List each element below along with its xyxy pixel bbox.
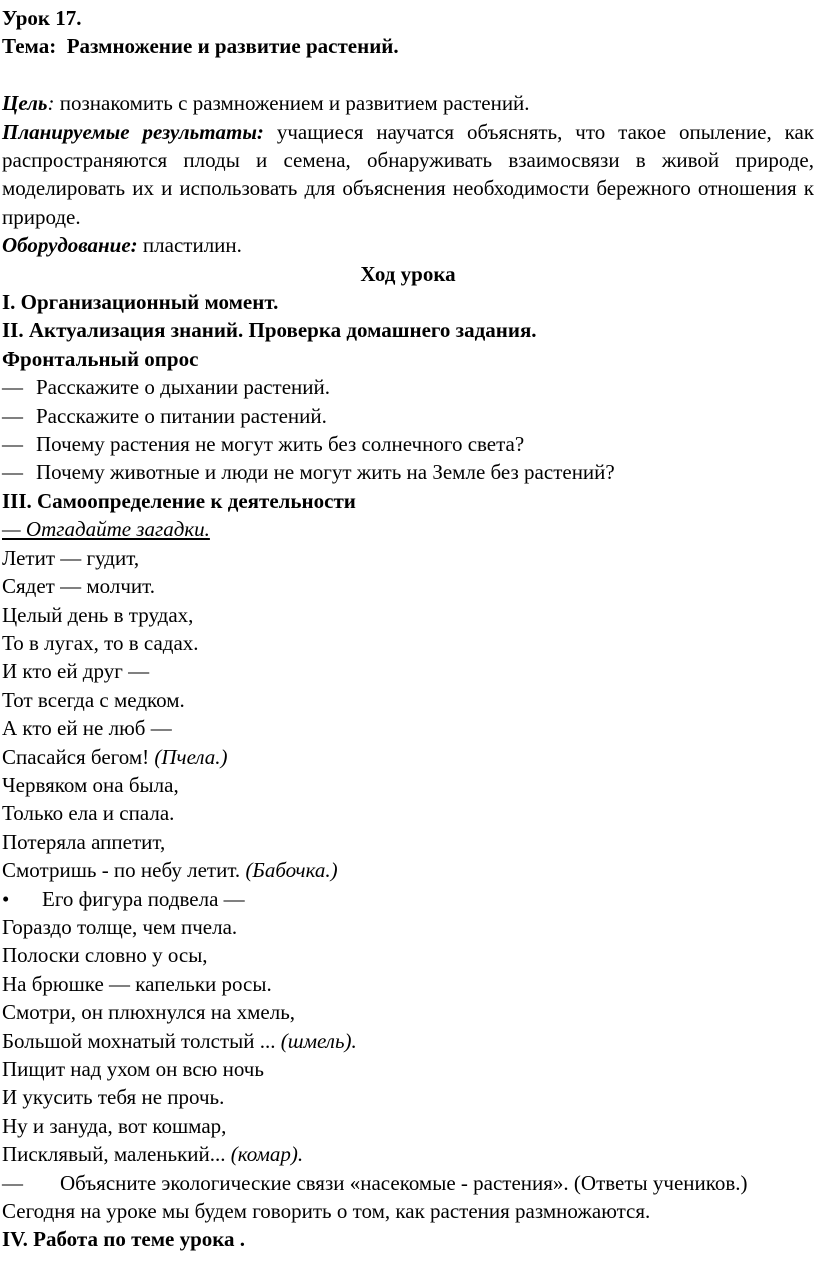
goal-label: Цель [2,91,48,116]
riddle-line: Червяком она была, [2,772,179,797]
document-page [2,4,814,1254]
riddle-line-answer [2,1140,814,1168]
riddle-line: Потеряла аппетит, [2,829,166,854]
goal-line [2,89,814,117]
question-text: Расскажите о питании растений. [36,403,327,428]
riddle-line: Сядет — молчит. [2,574,155,599]
dash-mark: — [2,375,23,400]
riddle-line: Тот всегда с медком. [2,687,185,712]
riddle-line: Целый день в трудах, [2,602,194,627]
riddles-intro: — Отгадайте загадки. [2,517,210,542]
results-text: учащиеся научатся объяснять, что такое опыление, как распространяются плоды и семена, обнаруживать взаимосвязи в живой природе, моделировать их и использовать для объяснения необходимости бережного отношения к природе. [2,119,815,229]
riddle-line-answer [2,856,814,884]
topic-label: Тема: [2,34,57,59]
section-actualization: II. Актуализация знаний. Проверка домашнего задания. [2,318,537,343]
riddle-line: Смотри, он плюхнулся на хмель, [2,1000,296,1025]
riddle-answer: (Бабочка.) [245,858,338,883]
riddle-line-answer [2,743,814,771]
riddle-line: Полоски словно у осы, [2,943,208,968]
riddle-line: То в лугах, то в садах. [2,630,199,655]
section-lesson-work: IV. Работа по теме урока . [2,1227,246,1252]
riddle-text: Большой мохнатый толстый ... [2,1028,281,1053]
riddle-text: Спасайся бегом! [2,744,155,769]
riddle-answer: (комар). [230,1142,304,1167]
riddle-line-answer [2,1027,814,1055]
dash-mark: — [2,1170,23,1195]
question-item [2,373,814,401]
riddle-line: Гораздо толще, чем пчела. [2,914,238,939]
riddle-bullet-line [2,885,814,913]
riddle-answer: (Пчела.) [154,744,228,769]
riddle-text: Его фигура подвела — [42,886,245,911]
section-organizational: I. Организационный момент. [2,290,279,315]
course-title: Ход урока [360,261,456,286]
dash-mark: — [2,432,23,457]
bullet-mark: • [2,886,10,911]
riddle-line: Пищит над ухом он всю ночь [2,1057,264,1082]
ecological-links-task [2,1169,814,1197]
riddle-answer: (шмель). [280,1028,357,1053]
goal-colon: : [47,91,55,116]
topic-text: Размножение и развитие растений. [66,34,399,59]
today-statement: Сегодня на уроке мы будем говорить о том, как растения размножаются. [2,1199,651,1224]
dash-mark: — [2,403,23,428]
lesson-topic [2,32,814,60]
riddle-line: И укусить тебя не прочь. [2,1085,225,1110]
question-text: Почему животные и люди не могут жить на Земле без растений? [36,460,615,485]
lesson-number: Урок 17. [2,6,82,30]
question-text: Расскажите о дыхании растений. [36,375,330,400]
riddles-intro-line [2,515,814,543]
planned-results [2,118,814,232]
question-item [2,430,814,458]
frontal-survey-title: Фронтальный опрос [2,346,199,371]
riddle-line: На брюшке — капельки росы. [2,971,272,996]
blank-line [2,61,814,89]
results-label: Планируемые результаты: [2,119,264,144]
eco-text: Объясните экологические связи «насекомые - растения». (Ответы учеников.) [60,1170,748,1195]
riddle-line: И кто ей друг — [2,659,150,684]
equipment-label: Оборудование: [2,233,138,258]
question-item [2,402,814,430]
riddle-line: Только ела и спала. [2,801,175,826]
riddle-line: Ну и зануда, вот кошмар, [2,1113,227,1138]
dash-mark: — [2,460,23,485]
riddle-text: Писклявый, маленький... [2,1142,231,1167]
equipment-line [2,231,814,259]
section-self-determination: III. Самоопределение к деятельности [2,488,356,513]
equipment-text: пластилин. [137,233,242,258]
question-text: Почему растения не могут жить без солнечного света? [36,432,525,457]
goal-text: познакомить с размножением и развитием растений. [54,91,530,116]
question-item [2,458,814,486]
riddle-line: А кто ей не люб — [2,716,172,741]
riddle-text: Смотришь - по небу летит. [2,858,246,883]
riddle-line: Летит — гудит, [2,545,140,570]
